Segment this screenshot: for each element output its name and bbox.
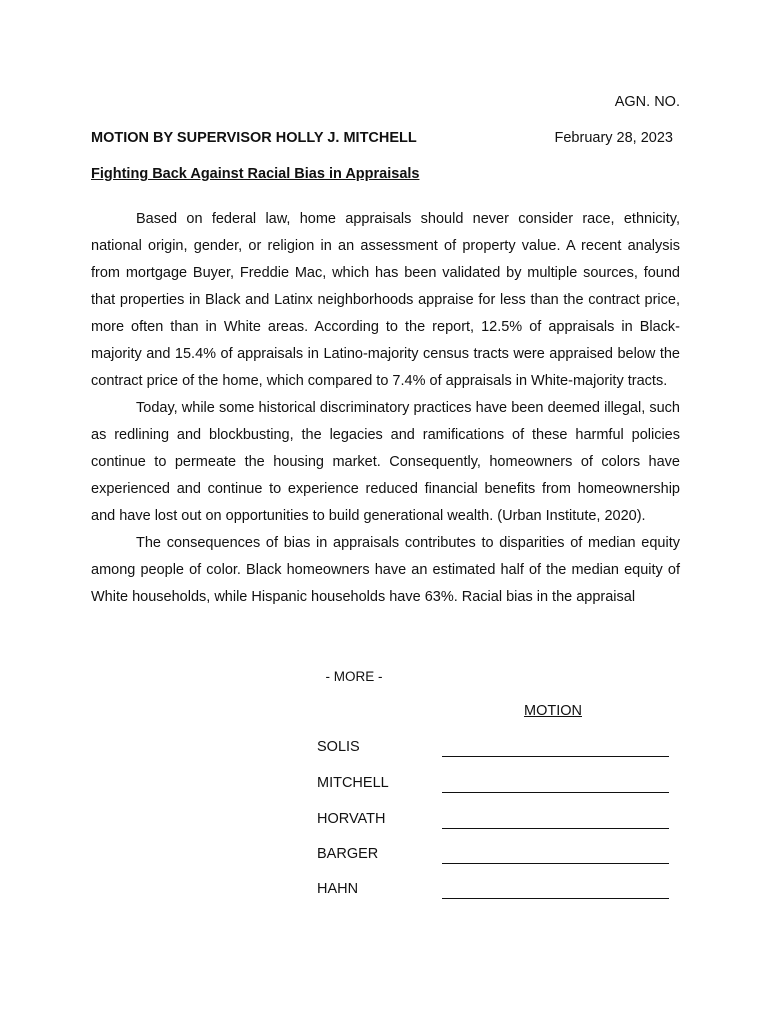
vote-row-horvath [317,811,669,831]
supervisor-name: BARGER [317,846,379,862]
supervisor-name: HAHN [317,881,359,897]
signature-line [442,756,669,757]
supervisor-name: SOLIS [317,739,360,755]
agenda-number: AGN. NO. [614,94,680,110]
vote-row-solis [317,739,669,759]
supervisor-name: MITCHELL [317,775,389,791]
motion-author: MOTION BY SUPERVISOR HOLLY J. MITCHELL [91,130,417,146]
signature-line [442,863,669,864]
vote-row-mitchell [317,775,669,795]
more-indicator: - MORE - [325,669,383,684]
paragraph: The consequences of bias in appraisals contributes to disparities of median equity among people of color. Black homeowners have an estimated half of the median equity of White households, while Hispanic households have 63%. Racial bias in the appraisal [91,535,680,605]
signature-line [442,828,669,829]
vote-row-hahn [317,881,669,901]
paragraph: Today, while some historical discriminatory practices have been deemed illegal, such as redlining and blockbusting, the legacies and ramifications of these harmful policies continue to permeate the housing market. Consequently, homeowners of colors have experienced and continue to experience reduced financial benefits from homeownership and have lost out on opportunities to build generational wealth. (Urban Institute, 2020). [91,400,680,524]
motion-subject: Fighting Back Against Racial Bias in Appraisals [91,166,420,182]
paragraph: Based on federal law, home appraisals should never consider race, ethnicity, national origin, gender, or religion in an assessment of property value. A recent analysis from mortgage Buyer, Freddie Mac, which has been validated by multiple sources, found that properties in Black and Latinx neighborhoods appraise for less than the contract price, more often than in White areas. According to the report, 12.5% of appraisals in Black-majority and 15.4% of appraisals in Latino-majority census tracts were appraised below the contract price of the home, which compared to 7.4% of appraisals in White-majority tracts. [91,211,680,389]
signature-line [442,898,669,899]
motion-date: February 28, 2023 [554,130,673,146]
motion-body [91,206,680,611]
signature-line [442,792,669,793]
motion-heading: MOTION [524,703,582,719]
supervisor-name: HORVATH [317,811,386,827]
vote-row-barger [317,846,669,866]
